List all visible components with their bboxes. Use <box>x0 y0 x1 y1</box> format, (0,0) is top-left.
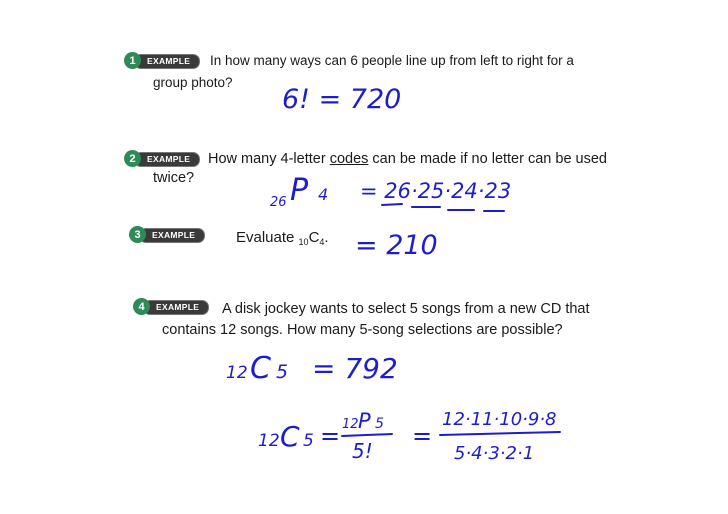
example-2-answer-rhs: = 26·25·24·23 <box>360 179 512 203</box>
equals-sign: = <box>320 422 341 450</box>
combination-n: 12 <box>258 431 280 451</box>
question-text: can be made if no letter can be used <box>368 151 607 167</box>
subscript-n: 10 <box>298 237 309 247</box>
combination-symbol: C <box>308 229 320 246</box>
example-number: 4 <box>133 298 150 315</box>
example-number: 2 <box>124 150 141 167</box>
permutation-r: 5 <box>375 416 384 432</box>
example-1-question-line1: In how many ways can 6 people line up from left to right for a <box>210 53 574 68</box>
permutation-r: 4 <box>318 185 329 204</box>
question-text: Evaluate <box>236 229 299 246</box>
example-1-answer: 6! = 720 <box>282 84 402 115</box>
permutation-symbol: P <box>358 409 371 433</box>
fraction-bar <box>440 432 560 435</box>
example-4-answer-1-rhs: = 792 <box>312 352 398 385</box>
combination-n: 12 <box>226 363 248 383</box>
combination-symbol: C <box>280 420 300 453</box>
subscript-r: 4 <box>319 237 325 247</box>
combination-r: 5 <box>303 431 314 451</box>
example-1-question-line2: group photo? <box>153 75 233 90</box>
permutation-n: 26 <box>270 195 287 210</box>
example-label: EXAMPLE <box>143 300 209 315</box>
example-3-answer: = 210 <box>355 230 438 261</box>
question-text: How many 4-letter <box>208 151 330 167</box>
example-4-question-line1: A disk jockey wants to select 5 songs from a new CD that <box>222 301 590 317</box>
fraction-bar <box>342 434 392 436</box>
fraction-denominator: 5·4·3·2·1 <box>454 443 535 464</box>
equals-sign: = <box>412 422 433 450</box>
combination-r: 5 <box>276 361 289 383</box>
example-label: EXAMPLE <box>134 54 200 69</box>
underline-mark <box>382 204 402 205</box>
question-text: . <box>324 229 329 246</box>
fraction-denominator: 5! <box>352 439 373 463</box>
example-2-question-line2: twice? <box>153 170 195 186</box>
example-label: EXAMPLE <box>139 228 205 243</box>
permutation-symbol: P <box>290 173 309 208</box>
fraction-numerator: 12·11·10·9·8 <box>442 409 557 430</box>
example-number: 1 <box>124 52 141 69</box>
underlined-word: codes <box>329 151 369 167</box>
permutation-n: 12 <box>342 417 359 432</box>
example-number: 3 <box>129 226 146 243</box>
example-4-question-line2: contains 12 songs. How many 5-song selections are possible? <box>162 322 563 338</box>
combination-symbol: C <box>250 351 271 386</box>
example-label: EXAMPLE <box>134 152 200 167</box>
